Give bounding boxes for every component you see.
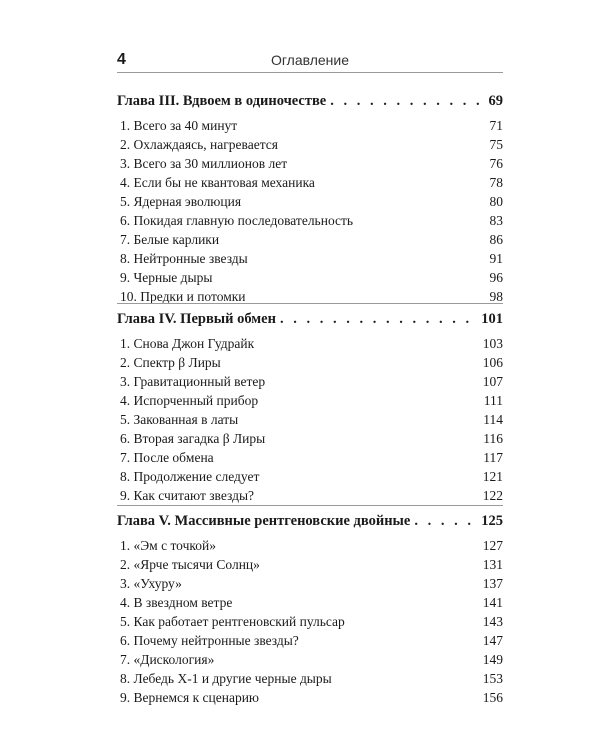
- toc-entry[interactable]: [117, 268, 503, 287]
- toc-entry[interactable]: [117, 230, 503, 249]
- entry-page: 117: [483, 450, 503, 465]
- toc-entry[interactable]: [117, 574, 503, 593]
- toc-entry[interactable]: [117, 486, 503, 505]
- entry-label: 6. Почему нейтронные звезды?: [120, 633, 299, 648]
- chapter-heading[interactable]: [117, 86, 503, 116]
- chapter-title: Глава V. Массивные рентгеновские двойные: [117, 513, 411, 529]
- toc-entry[interactable]: [117, 391, 503, 410]
- entry-label: 5. Ядерная эволюция: [120, 194, 242, 209]
- chapter-4: [117, 303, 503, 505]
- toc-entry[interactable]: [117, 192, 503, 211]
- entry-page: 76: [489, 156, 503, 171]
- entry-label: 6. Вторая загадка β Лиры: [120, 431, 266, 446]
- toc-entry[interactable]: [117, 631, 503, 650]
- entry-page: 131: [482, 557, 503, 572]
- entry-page: 103: [482, 336, 503, 351]
- entry-page: 137: [482, 576, 503, 591]
- entry-page: 80: [489, 194, 503, 209]
- entry-label: 2. Охлаждаясь, нагревается: [120, 137, 278, 152]
- entry-label: 8. Лебедь Х-1 и другие черные дыры: [120, 671, 332, 686]
- entry-label: 10. Предки и потомки: [120, 289, 246, 304]
- toc-entry[interactable]: [117, 372, 503, 391]
- toc-entry[interactable]: [117, 173, 503, 192]
- entry-page: 71: [489, 118, 503, 133]
- toc-entry[interactable]: [117, 154, 503, 173]
- entry-page: 116: [483, 431, 503, 446]
- entry-label: 8. Нейтронные звезды: [120, 251, 248, 266]
- dot-leader: [280, 304, 477, 334]
- dot-leader: [414, 506, 477, 536]
- entry-page: 153: [482, 671, 503, 686]
- page-header: [117, 50, 503, 73]
- toc-entry[interactable]: [117, 116, 503, 135]
- entry-label: 5. Закованная в латы: [120, 412, 239, 427]
- entry-page: 83: [489, 213, 503, 228]
- entry-label: 3. Всего за 30 миллионов лет: [120, 156, 288, 171]
- toc-entry[interactable]: [117, 135, 503, 154]
- entry-page: 75: [489, 137, 503, 152]
- entry-page: 111: [483, 393, 503, 408]
- toc-entry[interactable]: [117, 536, 503, 555]
- chapter-page: 69: [488, 93, 503, 109]
- toc-entry[interactable]: [117, 688, 503, 707]
- entry-page: 91: [489, 251, 503, 266]
- entry-page: 114: [483, 412, 503, 427]
- running-title: Оглавление: [270, 52, 350, 68]
- toc-entry[interactable]: [117, 249, 503, 268]
- entry-label: 4. В звездном ветре: [120, 595, 233, 610]
- toc-entry[interactable]: [117, 429, 503, 448]
- toc-entry[interactable]: [117, 334, 503, 353]
- entry-page: 143: [482, 614, 503, 629]
- chapter-title: Глава III. Вдвоем в одиночестве: [117, 93, 327, 109]
- entry-label: 8. Продолжение следует: [120, 469, 260, 484]
- chapter-3: [117, 86, 503, 306]
- toc-entry[interactable]: [117, 353, 503, 372]
- entry-label: 7. «Дискология»: [120, 652, 215, 667]
- toc-entry[interactable]: [117, 448, 503, 467]
- toc-entry[interactable]: [117, 211, 503, 230]
- toc-entry[interactable]: [117, 669, 503, 688]
- entry-label: 9. Как считают звезды?: [120, 488, 255, 503]
- toc-entry[interactable]: [117, 555, 503, 574]
- entry-page: 86: [489, 232, 503, 247]
- entry-page: 107: [482, 374, 503, 389]
- entry-page: 106: [482, 355, 503, 370]
- entry-page: 78: [489, 175, 503, 190]
- entry-page: 127: [482, 538, 503, 553]
- entry-page: 122: [482, 488, 503, 503]
- entry-label: 9. Вернемся к сценарию: [120, 690, 260, 705]
- toc-entry[interactable]: [117, 467, 503, 486]
- entry-label: 3. Гравитационный ветер: [120, 374, 266, 389]
- entry-label: 7. Белые карлики: [120, 232, 220, 247]
- entry-label: 2. Спектр β Лиры: [120, 355, 221, 370]
- entry-label: 7. После обмена: [120, 450, 214, 465]
- chapter-title: Глава IV. Первый обмен: [117, 311, 276, 327]
- entry-page: 141: [482, 595, 503, 610]
- entry-page: 147: [482, 633, 503, 648]
- entry-label: 4. Испорченный прибор: [120, 393, 259, 408]
- entry-label: 4. Если бы не квантовая механика: [120, 175, 315, 190]
- toc-entry[interactable]: [117, 650, 503, 669]
- entry-page: 156: [482, 690, 503, 705]
- chapter-heading[interactable]: [117, 506, 503, 536]
- entry-label: 1. «Эм с точкой»: [120, 538, 216, 553]
- entry-label: 9. Черные дыры: [120, 270, 213, 285]
- toc-entry[interactable]: [117, 410, 503, 429]
- chapter-5: [117, 505, 503, 707]
- entry-label: 1. Всего за 40 минут: [120, 118, 238, 133]
- entry-label: 5. Как работает рентгеновский пульсар: [120, 614, 345, 629]
- entry-label: 3. «Ухуру»: [120, 576, 182, 591]
- toc-entry[interactable]: [117, 612, 503, 631]
- chapter-page: 101: [481, 311, 503, 327]
- entry-page: 98: [489, 289, 503, 304]
- dot-leader: [330, 86, 484, 116]
- entry-page: 149: [482, 652, 503, 667]
- entry-label: 2. «Ярче тысячи Солнц»: [120, 557, 260, 572]
- page-number: 4: [117, 51, 126, 68]
- entry-label: 1. Снова Джон Гудрайк: [120, 336, 255, 351]
- entry-label: 6. Покидая главную последовательность: [120, 213, 354, 228]
- chapter-page: 125: [481, 513, 503, 529]
- chapter-heading[interactable]: [117, 304, 503, 334]
- entry-page: 96: [489, 270, 503, 285]
- entry-page: 121: [482, 469, 503, 484]
- toc-entry[interactable]: [117, 593, 503, 612]
